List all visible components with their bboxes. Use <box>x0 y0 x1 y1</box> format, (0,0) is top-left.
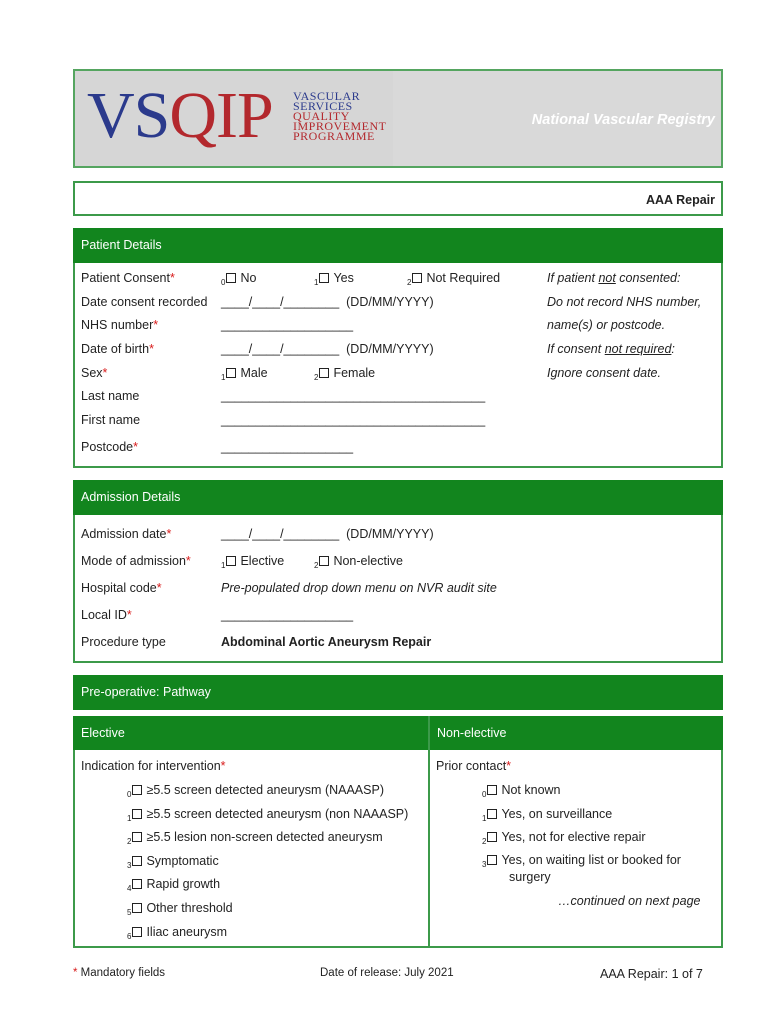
prior-contact-option[interactable]: $_0$ Not known <box>482 783 561 799</box>
checkbox[interactable] <box>487 855 497 865</box>
checkbox[interactable] <box>226 556 236 566</box>
sex-label: Sex* <box>81 366 108 380</box>
checkbox[interactable] <box>487 785 497 795</box>
nhs-number-field[interactable]: ___________________ <box>221 318 354 332</box>
logo-qip: QIP <box>169 79 273 152</box>
form-title-box <box>73 181 723 216</box>
registry-title: National Vascular Registry <box>531 112 715 128</box>
patient-consent-label: Patient Consent* <box>81 271 175 285</box>
consent-no-option[interactable]: $_0$ No <box>221 271 257 287</box>
sex-male-option[interactable]: $_1$ Male <box>221 366 268 382</box>
indication-option[interactable]: $_6$ Iliac aneurysm <box>127 925 228 941</box>
first-name-field[interactable]: ______________________________________ <box>221 413 486 427</box>
local-id-field[interactable]: ___________________ <box>221 608 354 622</box>
checkbox[interactable] <box>132 785 142 795</box>
consent-note-line: If patient not consented: <box>547 271 681 285</box>
checkbox[interactable] <box>132 809 142 819</box>
indication-option[interactable]: $_1$ ≥5.5 screen detected aneurysm (non NAAASP) <box>127 807 409 823</box>
last-name-label: Last name <box>81 389 140 403</box>
checkbox[interactable] <box>226 273 236 283</box>
indication-option[interactable]: $_0$ ≥5.5 screen detected aneurysm (NAAASP) <box>127 783 384 799</box>
sex-female-option[interactable]: $_2$ Female <box>314 366 376 382</box>
elective-column-heading: Elective <box>73 716 429 750</box>
nhs-number-label: NHS number* <box>81 318 159 332</box>
form-title: AAA Repair <box>646 193 715 207</box>
postcode-label: Postcode* <box>81 440 138 454</box>
checkbox[interactable] <box>319 368 329 378</box>
mandatory-fields-note: * Mandatory fields <box>73 967 166 979</box>
prior-contact-option[interactable]: $_3$ Yes, on waiting list or booked for <box>482 853 681 869</box>
date-consent-field[interactable]: ____/____/________ (DD/MM/YYYY) <box>221 295 434 309</box>
mode-non-elective-option[interactable]: $_2$ Non-elective <box>314 554 403 570</box>
header-banner <box>73 69 723 168</box>
admission-details-heading: Admission Details <box>73 480 723 515</box>
checkbox[interactable] <box>132 832 142 842</box>
prior-contact-option[interactable]: $_2$ Yes, not for elective repair <box>482 830 646 846</box>
hospital-code-label: Hospital code* <box>81 581 162 595</box>
checkbox[interactable] <box>319 556 329 566</box>
indication-option[interactable]: $_3$ Symptomatic <box>127 854 219 870</box>
postcode-field[interactable]: ___________________ <box>221 440 354 454</box>
prior-contact-option[interactable]: $_1$ Yes, on surveillance <box>482 807 613 823</box>
continued-note: …continued on next page <box>558 894 701 908</box>
logo-word: PROGRAMME <box>293 129 375 143</box>
indication-option[interactable]: $_4$ Rapid growth <box>127 877 221 893</box>
procedure-type-value: Abdominal Aortic Aneurysm Repair <box>221 635 432 649</box>
checkbox[interactable] <box>319 273 329 283</box>
non-elective-column-heading: Non-elective <box>429 716 723 750</box>
checkbox[interactable] <box>132 856 142 866</box>
checkbox[interactable] <box>487 809 497 819</box>
checkbox[interactable] <box>487 832 497 842</box>
mode-elective-option[interactable]: $_1$ Elective <box>221 554 285 570</box>
consent-yes-option[interactable]: $_1$ Yes <box>314 271 354 287</box>
logo-word: SERVICES <box>293 99 353 113</box>
checkbox[interactable] <box>226 368 236 378</box>
column-divider <box>428 716 430 948</box>
indication-option[interactable]: $_5$ Other threshold <box>127 901 233 917</box>
logo-vs: VS <box>87 79 170 152</box>
preop-pathway-heading: Pre-operative: Pathway <box>73 675 723 710</box>
consent-note-line: Ignore consent date. <box>547 366 661 380</box>
patient-details-heading: Patient Details <box>73 228 723 263</box>
consent-note-line: name(s) or postcode. <box>547 318 666 332</box>
logo-word: IMPROVEMENT <box>293 119 387 133</box>
checkbox[interactable] <box>132 879 142 889</box>
hospital-code-value: Pre-populated drop down menu on NVR audit site <box>221 581 497 595</box>
page-number: AAA Repair: 1 of 7 <box>600 967 703 981</box>
first-name-label: First name <box>81 413 141 427</box>
logo-words <box>293 91 387 141</box>
logo-word: VASCULAR <box>293 89 361 103</box>
prior-contact-question: Prior contact* <box>436 759 512 773</box>
dob-label: Date of birth* <box>81 342 154 356</box>
procedure-type-label: Procedure type <box>81 635 166 649</box>
consent-note-line: Do not record NHS number, <box>547 295 702 309</box>
vsqip-logo <box>75 71 393 166</box>
checkbox[interactable] <box>132 927 142 937</box>
checkbox[interactable] <box>132 903 142 913</box>
indication-question: Indication for intervention* <box>81 759 226 773</box>
consent-note-line: If consent not required: <box>547 342 675 356</box>
admission-date-label: Admission date* <box>81 527 172 541</box>
mode-of-admission-label: Mode of admission* <box>81 554 191 568</box>
release-date: Date of release: July 2021 <box>320 967 454 979</box>
date-consent-label: Date consent recorded <box>81 295 208 309</box>
dob-field[interactable]: ____/____/________ (DD/MM/YYYY) <box>221 342 434 356</box>
admission-date-field[interactable]: ____/____/________ (DD/MM/YYYY) <box>221 527 434 541</box>
indication-option[interactable]: $_2$ ≥5.5 lesion non-screen detected aneurysm <box>127 830 383 846</box>
last-name-field[interactable]: ______________________________________ <box>221 389 486 403</box>
checkbox[interactable] <box>412 273 422 283</box>
consent-not-required-option[interactable]: $_2$ Not Required <box>407 271 501 287</box>
prior-contact-option-continuation: surgery <box>509 870 551 884</box>
local-id-label: Local ID* <box>81 608 132 622</box>
logo-word: QUALITY <box>293 109 350 123</box>
